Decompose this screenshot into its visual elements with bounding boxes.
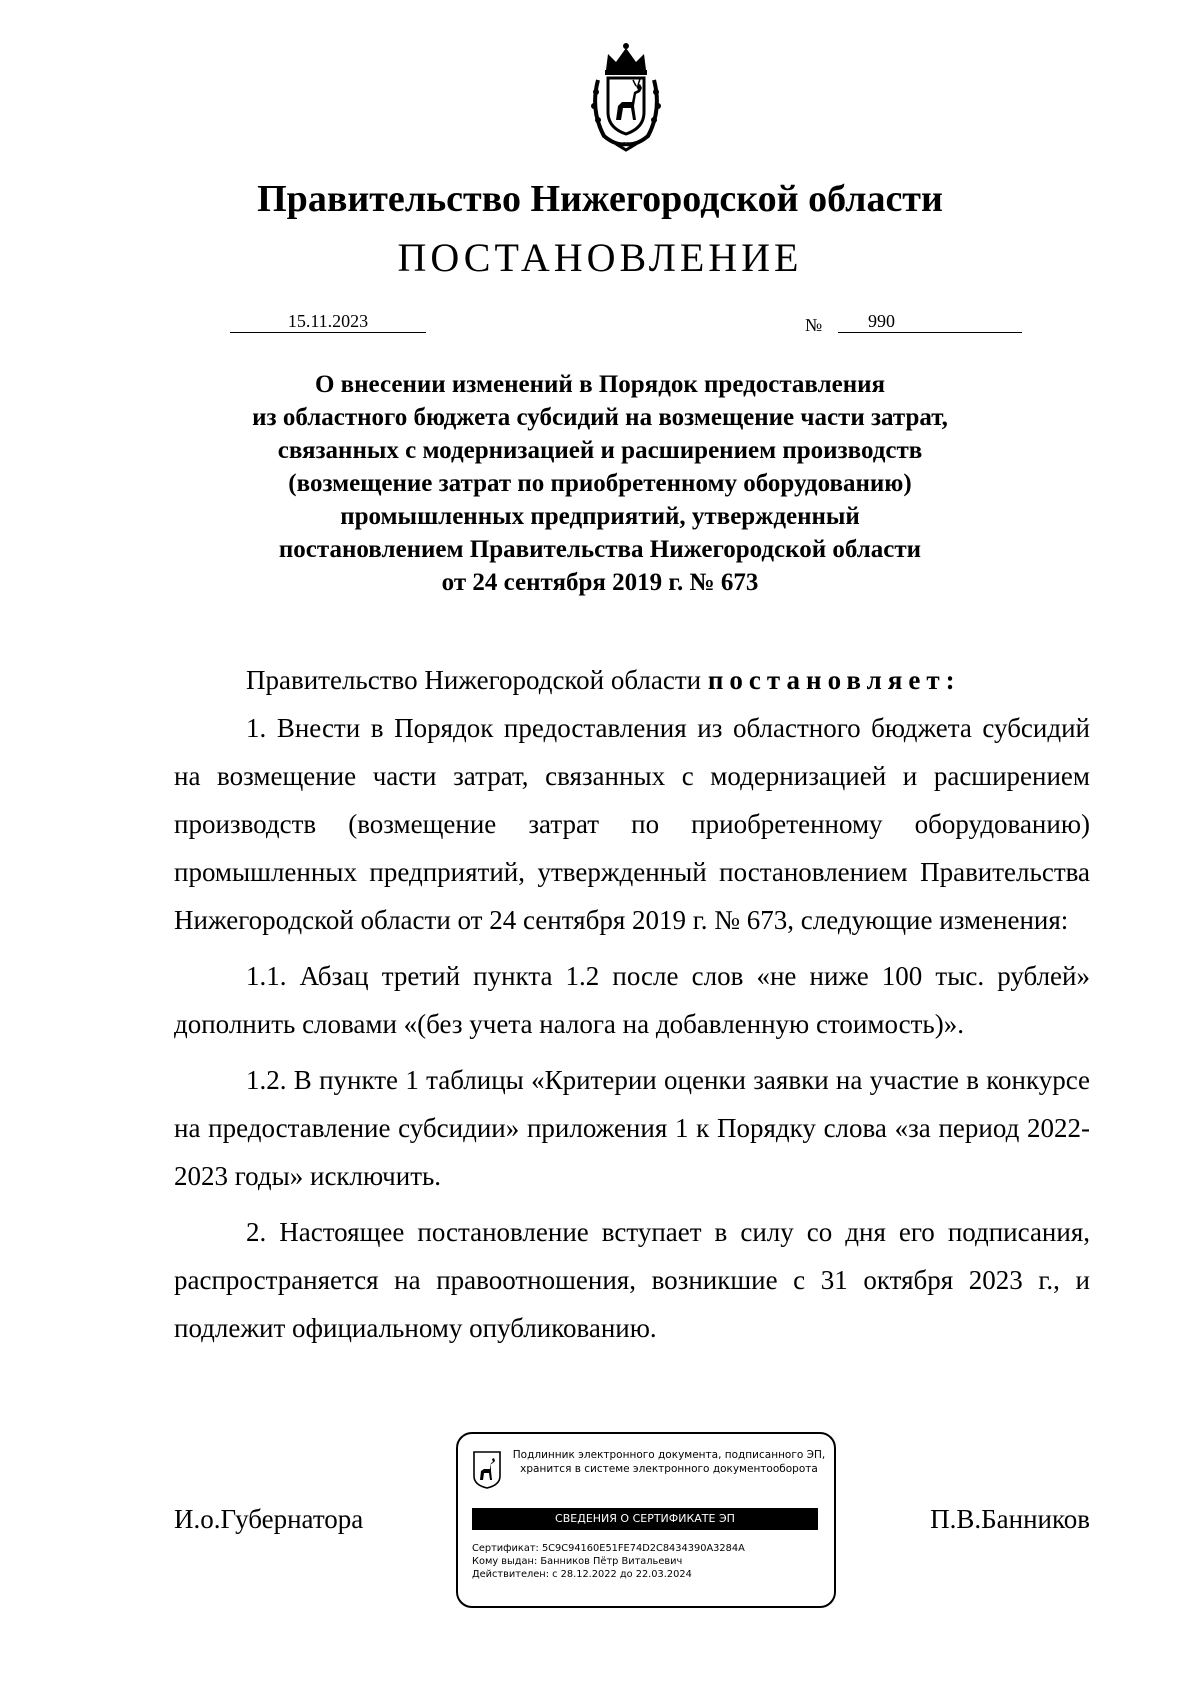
paragraph-1-1: 1.1. Абзац третий пункта 1.2 после слов «не ниже 100 тыс. рублей» дополнить словами «(без учета налога на добавленную стоимость)». bbox=[174, 961, 1090, 1039]
stamp-note-line: хранится в системе электронного документооборота bbox=[520, 1463, 818, 1475]
stamp-note bbox=[510, 1448, 828, 1476]
certificate-validity: Действителен: с 28.12.2022 до 22.03.2024 bbox=[472, 1569, 692, 1580]
stamp-note-line: Подлинник электронного документа, подписанного ЭП, bbox=[512, 1449, 826, 1461]
number-label: № bbox=[805, 315, 823, 335]
document-type: ПОСТАНОВЛЕНИЕ bbox=[397, 235, 803, 280]
subject-line: промышленных предприятий, утвержденный bbox=[340, 503, 860, 530]
signatory-name: П.В.Банников bbox=[930, 1504, 1090, 1534]
subject-line: (возмещение затрат по приобретенному оборудованию) bbox=[288, 470, 912, 497]
certificate-serial: Сертификат: 5C9C94160E51FE74D2C8434390A3284A bbox=[472, 1543, 745, 1554]
paragraph-1-2: 1.2. В пункте 1 таблицы «Критерии оценки заявки на участие в конкурсе на предоставление субсидии» приложения 1 к Порядку слова «за период 2022-2023 годы» исключить. bbox=[174, 1065, 1090, 1191]
subject-line: О внесении изменений в Порядок предоставления bbox=[314, 371, 886, 398]
decree-verb: постановляет: bbox=[707, 665, 961, 695]
paragraph-1: 1. Внести в Порядок предоставления из областного бюджета субсидий на возмещение части затрат, связанных с модернизацией и расширением производств (возмещение затрат по приобретенному оборудованию) промышленных предприятий, утвержденный постановлением Правительства Нижегородской области от 24 сентября 2019 г. № 673, следующие изменения: bbox=[174, 713, 1090, 935]
subject-line: из областного бюджета субсидий на возмещение части затрат, bbox=[252, 404, 948, 431]
electronic-signature-stamp bbox=[456, 1432, 836, 1608]
preamble-paragraph bbox=[174, 656, 1090, 704]
subject-line: постановлением Правительства Нижегородской области bbox=[278, 536, 922, 563]
document-number-line bbox=[838, 310, 1022, 333]
preamble-text: Правительство Нижегородской области bbox=[246, 665, 702, 695]
deer-emblem-icon bbox=[472, 1450, 502, 1490]
certificate-details bbox=[472, 1542, 745, 1581]
certificate-info-header: СВЕДЕНИЯ О СЕРТИФИКАТЕ ЭП bbox=[472, 1508, 818, 1530]
document-body bbox=[174, 656, 1090, 1352]
certificate-owner: Кому выдан: Банников Пётр Витальевич bbox=[472, 1556, 683, 1567]
signatory-title: И.о.Губернатора bbox=[174, 1504, 364, 1534]
document-subject bbox=[0, 368, 1200, 599]
organization-title: Правительство Нижегородской области bbox=[257, 178, 943, 220]
subject-line: от 24 сентября 2019 г. № 673 bbox=[441, 569, 759, 596]
coat-of-arms-icon bbox=[576, 40, 676, 152]
document-number: 990 bbox=[868, 311, 895, 331]
paragraph-2: 2. Настоящее постановление вступает в силу со дня его подписания, распространяется на правоотношения, возникшие с 31 октября 2023 г., и подлежит официальному опубликованию. bbox=[174, 1217, 1090, 1343]
subject-line: связанных с модернизацией и расширением производств bbox=[277, 437, 923, 464]
document-date: 15.11.2023 bbox=[230, 310, 426, 333]
